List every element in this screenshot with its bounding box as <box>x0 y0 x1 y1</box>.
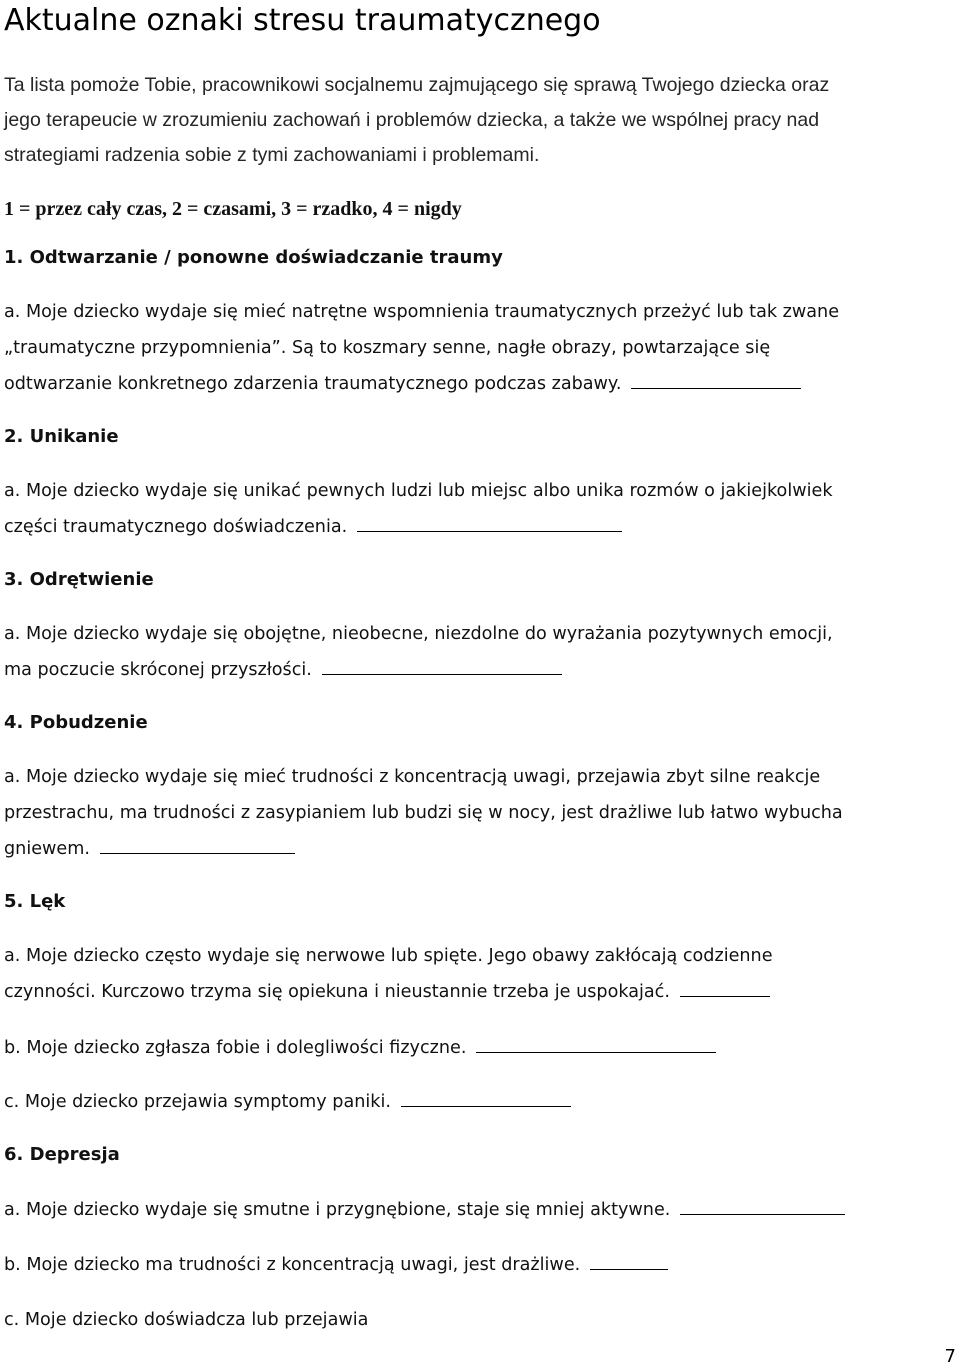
question-line: b. Moje dziecko zgłasza fobie i dolegliwości fizyczne. <box>4 1038 467 1058</box>
question-line: części traumatycznego doświadczenia. <box>4 517 348 537</box>
answer-blank[interactable] <box>680 1194 845 1215</box>
question-item <box>4 1030 950 1066</box>
answer-blank[interactable] <box>401 1086 571 1107</box>
intro-paragraph <box>4 68 948 173</box>
question-line: a. Moje dziecko wydaje się unikać pewnych ludzi lub miejsc albo unika rozmów o jakiejkolwiek <box>4 481 833 501</box>
page-title: Aktualne oznaki stresu traumatycznego <box>4 3 601 38</box>
question-line: b. Moje dziecko ma trudności z koncentracją uwagi, jest drażliwe. <box>4 1255 581 1275</box>
section-heading: 4. Pobudzenie <box>4 712 148 733</box>
question-item <box>4 1302 950 1338</box>
answer-blank[interactable] <box>476 1032 716 1053</box>
question-line: a. Moje dziecko wydaje się obojętne, nieobecne, niezdolne do wyrażania pozytywnych emocji, <box>4 624 833 644</box>
question-line: „traumatyczne przypomnienia”. Są to koszmary senne, nagłe obrazy, powtarzające się <box>4 338 771 358</box>
intro-line: Ta lista pomoże Tobie, pracownikowi socjalnemu zajmującego się sprawą Twojego dziecka oraz <box>4 74 830 96</box>
answer-blank[interactable] <box>100 833 295 854</box>
answer-blank[interactable] <box>680 976 770 997</box>
question-item <box>4 1084 950 1120</box>
section-heading: 1. Odtwarzanie / ponowne doświadczanie traumy <box>4 247 503 268</box>
question-line: c. Moje dziecko przejawia symptomy paniki. <box>4 1092 391 1112</box>
intro-line: strategiami radzenia sobie z tymi zachowaniami i problemami. <box>4 144 540 166</box>
section-heading: 6. Depresja <box>4 1144 120 1165</box>
question-line: odtwarzanie konkretnego zdarzenia traumatycznego podczas zabawy. <box>4 374 622 394</box>
question-line: przestrachu, ma trudności z zasypianiem lub budzi się w nocy, jest drażliwe lub łatwo wybucha <box>4 803 843 823</box>
question-item <box>4 294 950 402</box>
question-item <box>4 759 950 867</box>
section-heading: 5. Lęk <box>4 891 66 912</box>
question-line: a. Moje dziecko wydaje się smutne i przygnębione, staje się mniej aktywne. <box>4 1200 671 1220</box>
question-line: a. Moje dziecko wydaje się mieć natrętne wspomnienia traumatycznych przeżyć lub tak zwane <box>4 302 840 322</box>
question-item <box>4 473 950 545</box>
answer-blank[interactable] <box>631 368 801 389</box>
answer-blank[interactable] <box>357 511 622 532</box>
question-item <box>4 938 950 1010</box>
question-item <box>4 1247 950 1283</box>
question-line: czynności. Kurczowo trzyma się opiekuna i nieustannie trzeba je uspokajać. <box>4 982 670 1002</box>
question-line: a. Moje dziecko wydaje się mieć trudności z koncentracją uwagi, przejawia zbyt silne reakcje <box>4 767 821 787</box>
intro-line: jego terapeucie w zrozumieniu zachowań i problemów dziecka, a także we wspólnej pracy nad <box>4 109 820 131</box>
section-heading: 2. Unikanie <box>4 426 119 447</box>
question-line: a. Moje dziecko często wydaje się nerwowe lub spięte. Jego obawy zakłócają codzienne <box>4 946 773 966</box>
page-number: 7 <box>944 1346 956 1367</box>
section-heading: 3. Odrętwienie <box>4 569 154 590</box>
question-line: gniewem. <box>4 839 90 859</box>
rating-scale: 1 = przez cały czas, 2 = czasami, 3 = rzadko, 4 = nigdy <box>4 198 462 220</box>
question-item <box>4 1192 950 1228</box>
question-item <box>4 616 950 688</box>
answer-blank[interactable] <box>322 654 562 675</box>
question-line: ma poczucie skróconej przyszłości. <box>4 660 312 680</box>
question-line: c. Moje dziecko doświadcza lub przejawia <box>4 1310 369 1330</box>
answer-blank[interactable] <box>590 1249 668 1270</box>
